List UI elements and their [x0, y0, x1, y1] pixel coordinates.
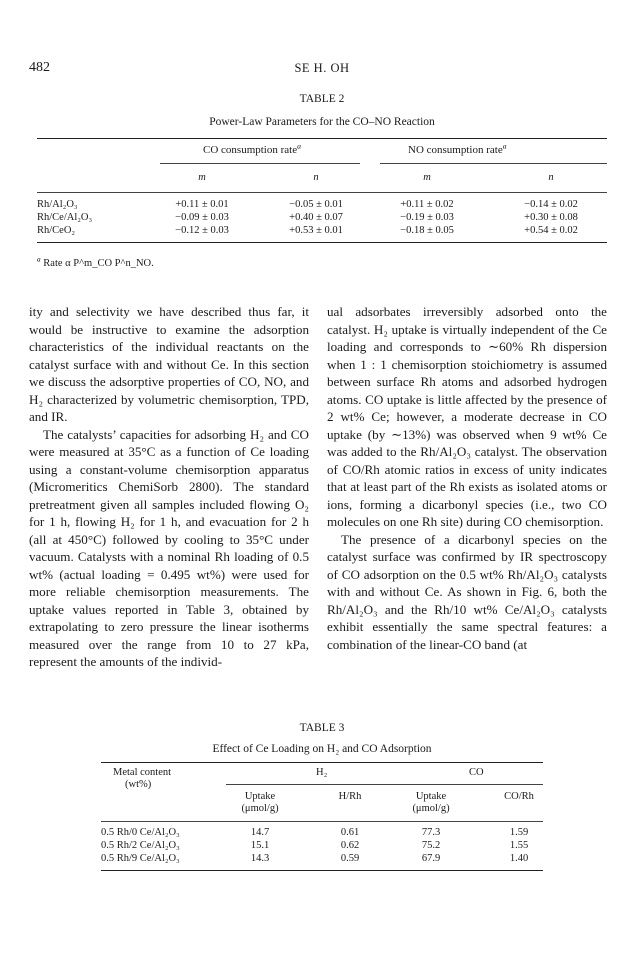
table3-cell: 75.2: [421, 840, 441, 851]
table3-label: TABLE 3: [299, 722, 345, 734]
table3-cell: 77.3: [421, 827, 441, 838]
table2-cell: −0.05 ± 0.01: [289, 199, 343, 210]
table3-cell: 0.61: [340, 827, 360, 838]
table2-row-catalyst: Rh/Ce/Al₂O₃: [37, 212, 93, 223]
table2-cell: −0.09 ± 0.03: [175, 212, 229, 223]
table3-sub-corh: CO/Rh: [504, 791, 534, 802]
table2-cell: −0.19 ± 0.03: [400, 212, 454, 223]
paragraph: ity and selectivity we have described thus far, it would be instructive to examine the adsorption characteristics of the individual reactants on the catalyst surface with and without Ce. In this section we discuss the adsorptive properties of CO, NO, and H₂ characterized by volumetric chemisorption, TPD, and IR.: [29, 304, 309, 424]
table2-sub-co-n: n: [313, 172, 319, 183]
table3-col-metal: Metal content: [113, 767, 172, 778]
table3-row-metal: 0.5 Rh/0 Ce/Al₂O₃: [101, 827, 180, 838]
table2-row-catalyst: Rh/Al₂O₃: [37, 199, 78, 210]
table3-col-metal-unit: (wt%): [125, 779, 152, 790]
table2-title: Power-Law Parameters for the CO–NO Reaction: [209, 116, 435, 128]
table2-cell: +0.11 ± 0.01: [175, 199, 229, 210]
table3-cell: 15.1: [250, 840, 270, 851]
table2-cell: +0.53 ± 0.01: [289, 225, 343, 236]
table2-cell: −0.12 ± 0.03: [175, 225, 229, 236]
table3-cell: 1.55: [509, 840, 529, 851]
table2-footnote: $^a$ Rate α P^m_CO P^n_NO.: [37, 254, 154, 269]
table2-header-rule: [37, 192, 607, 193]
table3-title: Effect of Ce Loading on H₂ and CO Adsorption: [212, 743, 432, 755]
table2-cell: −0.14 ± 0.02: [524, 199, 578, 210]
paragraph: ual adsorbates irreversibly adsorbed onto the catalyst. H₂ uptake is virtually independent of the Ce loading and corresponds to ∼60% Rh dispersion when 1 : 1 chemisorption stoichiometry is assumed between surface Rh atoms and adsorbed hydrogen atoms. CO uptake is little affected by the presence of 2 wt% Ce; however, a moderate decrease in CO uptake (by ∼13%) was observed when 9 wt% Ce was added to the Rh/Al₂O₃ catalyst. The observation of CO/Rh atomic ratios in excess of unity indicates that at least part of the Rh exists as isolated atoms or ions, forming a dicarbonyl species (i.e., two CO molecules on one Rh site) during CO chemisorption.: [327, 304, 607, 529]
table2-cell: +0.54 ± 0.02: [524, 225, 578, 236]
body-column-right: [327, 303, 607, 653]
table2-top-rule: [37, 138, 607, 139]
table3-co-rule: [406, 784, 543, 785]
table3-header-rule: [101, 821, 543, 822]
table3-cell: 14.3: [250, 853, 270, 864]
table3-sub-unit-h2: (μmol/g): [241, 803, 279, 814]
page-number: 482: [29, 60, 50, 75]
table3-sub-uptake-h2: Uptake: [244, 791, 276, 802]
table3-cell: 1.59: [509, 827, 529, 838]
table3-group-co: CO: [469, 767, 484, 778]
table3-top-rule: [101, 762, 543, 763]
table2-label: TABLE 2: [299, 93, 345, 105]
table3-sub-unit-co: (μmol/g): [412, 803, 450, 814]
table2-no-rule: [380, 163, 607, 164]
table3-cell: 14.7: [250, 827, 270, 838]
table2-group-no: NO consumption rate$^a$: [408, 141, 507, 156]
table2-cell: +0.11 ± 0.02: [400, 199, 454, 210]
table3-row-metal: 0.5 Rh/9 Ce/Al₂O₃: [101, 853, 180, 864]
table3-cell: 67.9: [421, 853, 441, 864]
table2-row-catalyst: Rh/CeO₂: [37, 225, 76, 236]
table2-co-rule: [160, 163, 360, 164]
table3-bottom-rule: [101, 870, 543, 871]
body-column-left: [29, 303, 309, 671]
running-header-author: SE H. OH: [294, 61, 350, 75]
table2-sub-co-m: m: [198, 172, 206, 183]
table3-cell: 0.62: [340, 840, 360, 851]
table2-bottom-rule: [37, 242, 607, 243]
table3-cell: 1.40: [509, 853, 529, 864]
table3-row-metal: 0.5 Rh/2 Ce/Al₂O₃: [101, 840, 180, 851]
table2-cell: +0.30 ± 0.08: [524, 212, 578, 223]
table3-sub-uptake-co: Uptake: [415, 791, 447, 802]
paragraph: The catalysts’ capacities for adsorbing H₂ and CO were measured at 35°C as a function of Ce loading using a constant-volume chemisorption apparatus (Micromeritics ChemiSorb 2800). The standard pretreatment given all samples included flowing O₂ for 1 h, flowing H₂ for 1 h, and evacuation for 2 h (all at 450°C) followed by cooling to 35°C under vacuum. Catalysts with a nominal Rh loading of 0.5 wt% (actual loading = 0.495 wt%) were used for more reliable chemisorption measurements. The uptake values reported in Table 3, obtained by extrapolating to zero pressure the linear isotherms measured over the range from 10 to 27 kPa, represent the amounts of the individ-: [29, 426, 309, 669]
table3-group-h2: H₂: [316, 767, 328, 778]
table2-cell: −0.18 ± 0.05: [400, 225, 454, 236]
table3-h2-rule: [226, 784, 416, 785]
table2-sub-no-m: m: [423, 172, 431, 183]
table3-cell: 0.59: [340, 853, 360, 864]
table3-sub-hrh: H/Rh: [338, 791, 362, 802]
table2-group-co: CO consumption rate$^a$: [203, 141, 301, 156]
table2-sub-no-n: n: [548, 172, 554, 183]
paragraph: The presence of a dicarbonyl species on the catalyst surface was confirmed by IR spectroscopy of CO adsorption on the 0.5 wt% Rh/Al₂O₃ catalysts with and without Ce. As shown in Fig. 6, both the Rh/Al₂O₃ and the Rh/10 wt% Ce/Al₂O₃ catalysts exhibit essentially the same spectral features: a combination of the linear-CO band (at: [327, 531, 607, 652]
table2-cell: +0.40 ± 0.07: [289, 212, 343, 223]
